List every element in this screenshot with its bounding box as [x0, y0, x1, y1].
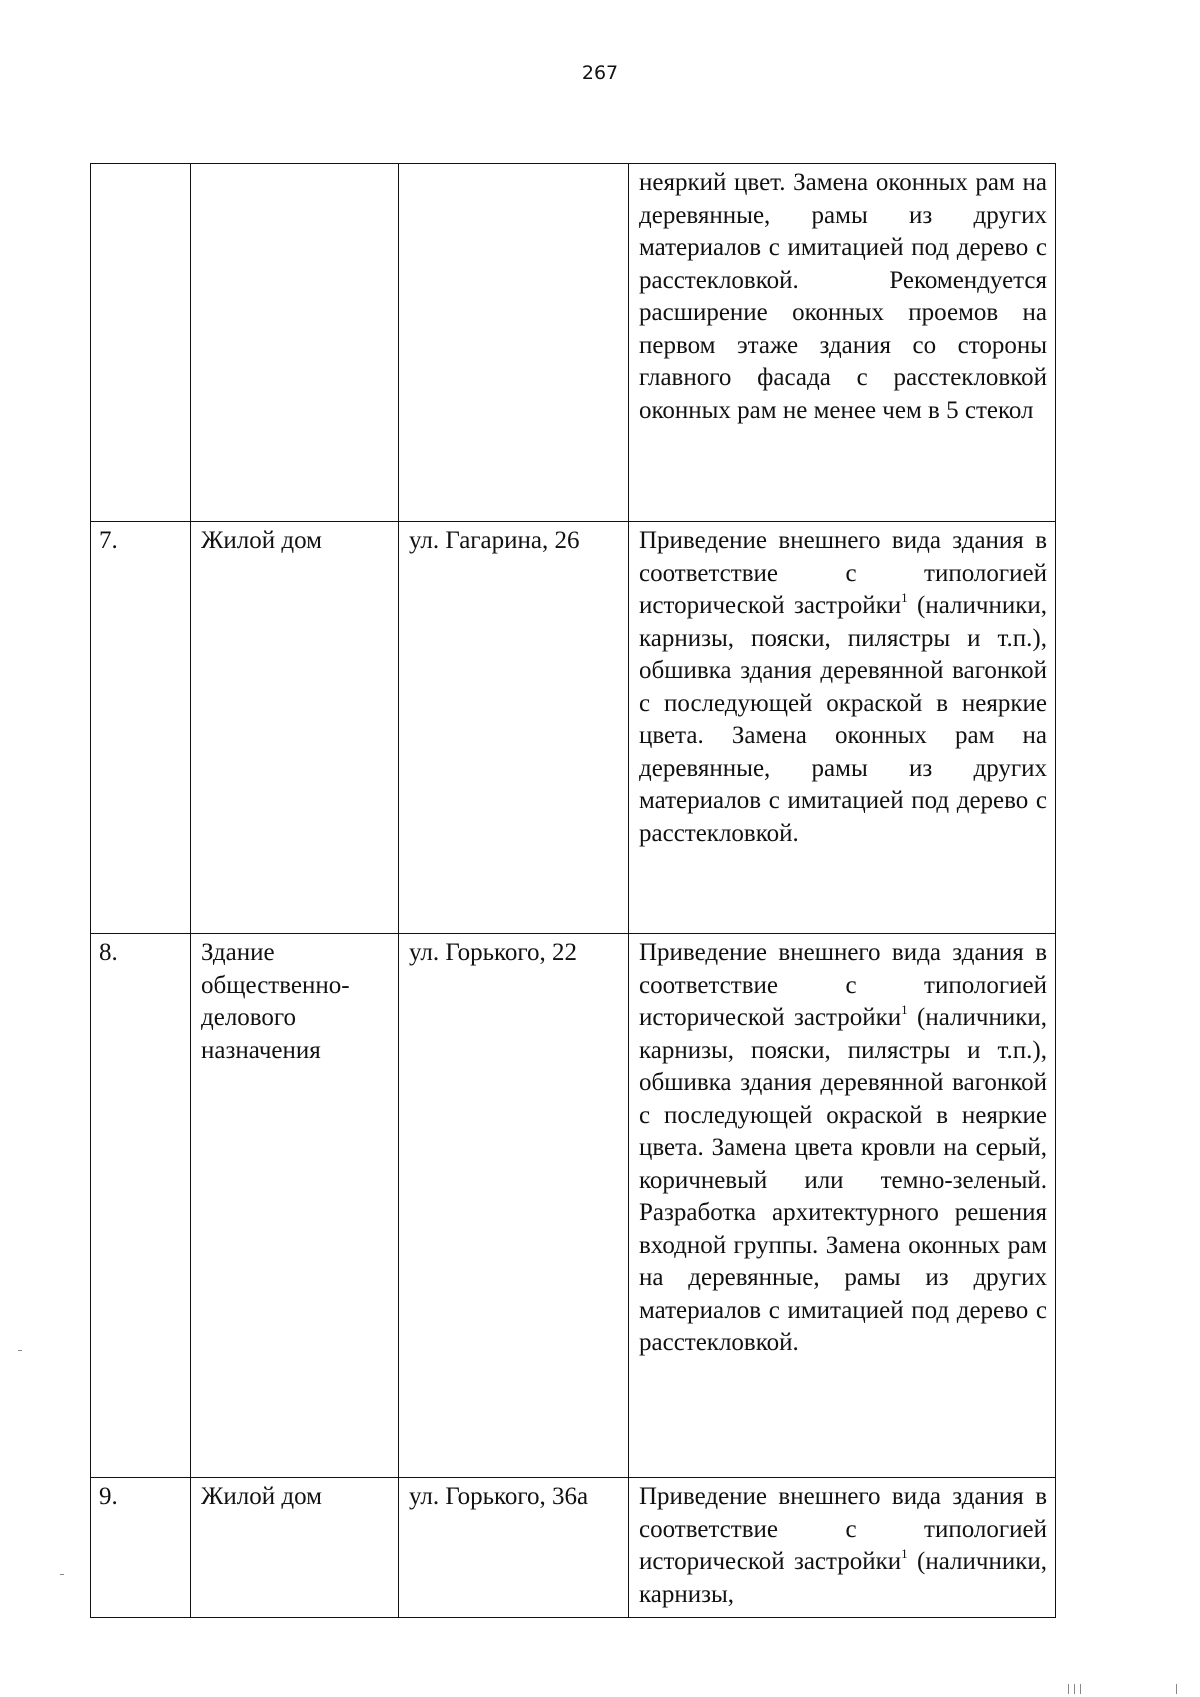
- footnote-marker: 1: [901, 1002, 908, 1017]
- scan-artifact: [18, 1350, 22, 1351]
- page-number: 267: [581, 62, 619, 84]
- scan-artifact: [1074, 1684, 1075, 1694]
- description-text: (наличники, карнизы,: [639, 1548, 1047, 1608]
- object-name-cell: Здание общественно-делового назначения: [191, 934, 399, 1478]
- row-number-cell: 7.: [91, 522, 191, 934]
- description-text: Приведение внешнего вида здания в соответствие с типологией исторической застройки: [639, 1483, 1047, 1575]
- description-text: Приведение внешнего вида здания в соответствие с типологией исторической застройки: [639, 939, 1047, 1031]
- description-cell: [629, 934, 1056, 1478]
- object-name-cell: [191, 164, 399, 522]
- object-name-cell: Жилой дом: [191, 522, 399, 934]
- table-row: [91, 164, 1056, 522]
- description-text: (наличники, карнизы, пояски, пилястры и т.п.), обшивка здания деревянной вагонкой с последующей окраской в неяркие цвета. Замена оконных рам на деревянные, рамы из других материалов с имитацией под дерево с расстекловкой.: [639, 592, 1047, 847]
- scan-artifact: [60, 1574, 64, 1575]
- scan-artifact: [1176, 1684, 1177, 1694]
- row-number-cell: [91, 164, 191, 522]
- address-cell: ул. Горького, 36а: [399, 1478, 629, 1618]
- description-cell: [629, 1478, 1056, 1618]
- description-text: (наличники, карнизы, пояски, пилястры и т.п.), обшивка здания деревянной вагонкой с последующей окраской в неяркие цвета. Замена цвета кровли на серый, коричневый или темно-зеленый. Разработка архитектурного решения входной группы. Замена оконных рам на деревянные, рамы из других материалов с имитацией под дерево с расстекловкой.: [639, 1004, 1047, 1356]
- address-cell: ул. Горького, 22: [399, 934, 629, 1478]
- scan-artifact: [1068, 1684, 1069, 1694]
- description-cell: неяркий цвет. Замена оконных рам на деревянные, рамы из других материалов с имитацией под дерево с расстекловкой. Рекомендуется расширение оконных проемов на первом этаже здания со стороны главного фасада с расстекловкой оконных рам не менее чем в 5 стекол: [629, 164, 1056, 522]
- scan-artifact: [1080, 1684, 1081, 1694]
- row-number-cell: 9.: [91, 1478, 191, 1618]
- object-name-cell: Жилой дом: [191, 1478, 399, 1618]
- address-cell: [399, 164, 629, 522]
- footnote-marker: 1: [901, 1546, 908, 1561]
- table-row: [91, 522, 1056, 934]
- footnote-marker: 1: [901, 590, 908, 605]
- table-row: [91, 934, 1056, 1478]
- row-number-cell: 8.: [91, 934, 191, 1478]
- description-cell: [629, 522, 1056, 934]
- description-text: Приведение внешнего вида здания в соответствие с типологией исторической застройки: [639, 527, 1047, 619]
- address-cell: ул. Гагарина, 26: [399, 522, 629, 934]
- objects-table: [90, 163, 1056, 1618]
- table-row: [91, 1478, 1056, 1618]
